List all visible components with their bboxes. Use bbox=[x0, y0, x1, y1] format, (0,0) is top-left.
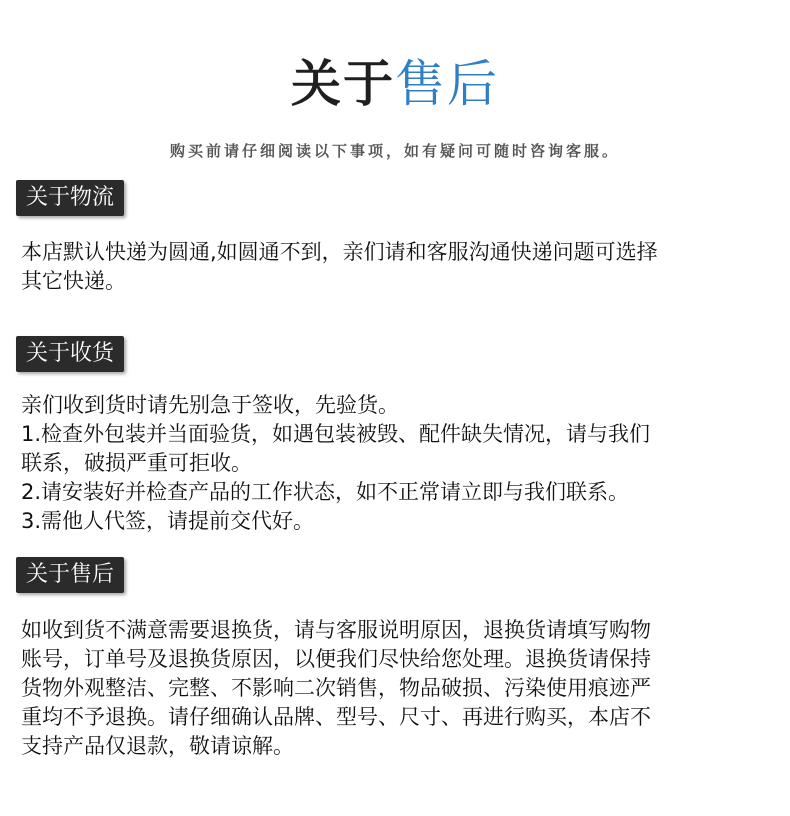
section-label-after-sales: 关于售后 bbox=[16, 557, 124, 593]
page-title-prefix: 关于 bbox=[291, 55, 395, 113]
body-line: 2.请安装好并检查产品的工作状态，如不正常请立即与我们联系。 bbox=[21, 480, 630, 504]
section-body-receiving bbox=[21, 391, 776, 536]
page-title-highlight: 售后 bbox=[395, 55, 499, 113]
body-line: 其它快递。 bbox=[21, 269, 126, 293]
page-title bbox=[0, 52, 790, 116]
body-line: 货物外观整洁、完整、不影响二次销售，物品破损、污染使用痕迹严 bbox=[21, 676, 651, 700]
section-body-after-sales bbox=[21, 616, 776, 761]
body-line: 联系，破损严重可拒收。 bbox=[21, 451, 252, 475]
page-subtitle: 购买前请仔细阅读以下事项，如有疑问可随时咨询客服。 bbox=[169, 142, 620, 160]
body-line: 1.检查外包装并当面验货，如遇包装被毁、配件缺失情况，请与我们 bbox=[21, 422, 651, 446]
body-line: 支持产品仅退款，敬请谅解。 bbox=[21, 734, 294, 758]
body-line: 重均不予退换。请仔细确认品牌、型号、尺寸、再进行购买，本店不 bbox=[21, 705, 651, 729]
section-label-receiving: 关于收货 bbox=[16, 336, 124, 372]
body-line: 本店默认快递为圆通,如圆通不到，亲们请和客服沟通快递问题可选择 bbox=[21, 240, 658, 264]
body-line: 账号，订单号及退换货原因，以便我们尽快给您处理。退换货请保持 bbox=[21, 647, 651, 671]
section-body-logistics bbox=[21, 238, 776, 296]
body-line: 如收到货不满意需要退换货，请与客服说明原因，退换货请填写购物 bbox=[21, 618, 651, 642]
section-label-logistics: 关于物流 bbox=[16, 180, 124, 216]
body-line: 亲们收到货时请先别急于签收，先验货。 bbox=[21, 393, 399, 417]
body-line: 3.需他人代签，请提前交代好。 bbox=[21, 509, 315, 533]
